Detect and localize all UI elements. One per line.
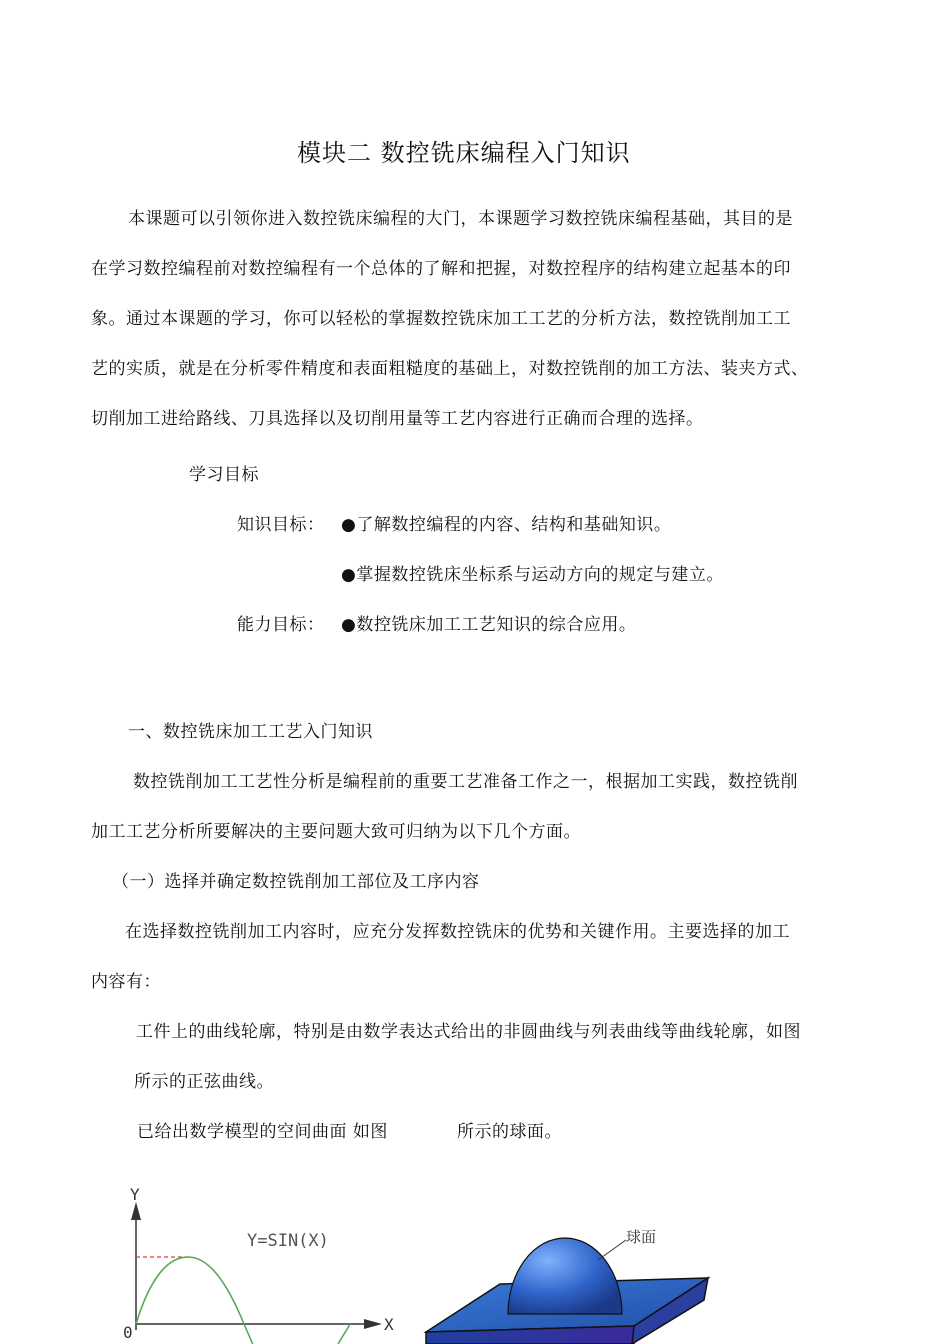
intro-line-1: 本课题可以引领你进入数控铣床编程的大门，本课题学习数控铣床编程基础，其目的是 <box>128 209 793 229</box>
y-axis-label: Y <box>130 1185 140 1204</box>
subsection-para-line-1: 在选择数控铣削加工内容时，应充分发挥数控铣床的优势和关键作用。主要选择的加工 <box>125 922 790 942</box>
sphere-label: 球面 <box>626 1228 657 1246</box>
ability-item-1: ●数控铣床加工工艺知识的综合应用。 <box>341 615 637 635</box>
sine-curve <box>136 1257 255 1344</box>
section-para-line-1: 数控铣削加工工艺性分析是编程前的重要工艺准备工作之一，根据加工实践，数控铣削 <box>133 772 798 792</box>
intro-line-3: 象。通过本课题的学习，你可以轻松的掌握数控铣床加工工艺的分析方法，数控铣削加工工 <box>91 309 791 329</box>
page-title: 模块二 数控铣床编程入门知识 <box>297 139 631 167</box>
item1-line-2: 所示的正弦曲线。 <box>134 1072 274 1092</box>
item1-line-1: 工件上的曲线轮廓，特别是由数学表达式给出的非圆曲线与列表曲线等曲线轮廓，如图 <box>136 1022 801 1042</box>
item2-text-b: 所示的球面。 <box>457 1122 562 1142</box>
knowledge-item-1: ●了解数控编程的内容、结构和基础知识。 <box>341 515 672 535</box>
knowledge-label: 知识目标： <box>237 515 325 535</box>
x-axis-arrowhead <box>364 1319 382 1329</box>
sphere-dome <box>508 1238 622 1314</box>
item2-text-a: 已给出数学模型的空间曲面 如图 <box>137 1122 388 1142</box>
sphere-leader-line <box>598 1240 626 1260</box>
subsection-heading: （一）选择并确定数控铣削加工部位及工序内容 <box>112 872 480 892</box>
intro-line-5: 切削加工进给路线、刀具选择以及切削用量等工艺内容进行正确而合理的选择。 <box>91 409 704 429</box>
origin-label: 0 <box>123 1323 133 1342</box>
ability-label: 能力目标： <box>237 615 325 635</box>
intro-line-4: 艺的实质，就是在分析零件精度和表面粗糙度的基础上，对数控铣削的加工方法、装夹方式、 <box>91 359 809 379</box>
sine-curve-tail <box>338 1324 350 1344</box>
intro-line-2: 在学习数控编程前对数控编程有一个总体的了解和把握，对数控程序的结构建立起基本的印 <box>91 259 791 279</box>
sine-figure <box>110 1180 410 1344</box>
section-heading: 一、数控铣床加工工艺入门知识 <box>128 722 373 742</box>
x-axis-label: X <box>384 1315 394 1334</box>
section-para-line-2: 加工工艺分析所要解决的主要问题大致可归纳为以下几个方面。 <box>91 822 581 842</box>
knowledge-item-2: ●掌握数控铣床坐标系与运动方向的规定与建立。 <box>341 565 724 585</box>
y-axis-arrowhead <box>131 1202 141 1220</box>
equation-label: Y=SIN(X) <box>247 1231 329 1251</box>
objectives-heading: 学习目标 <box>189 465 259 485</box>
subsection-para-line-2: 内容有： <box>91 972 161 992</box>
sphere-figure <box>420 1220 720 1344</box>
